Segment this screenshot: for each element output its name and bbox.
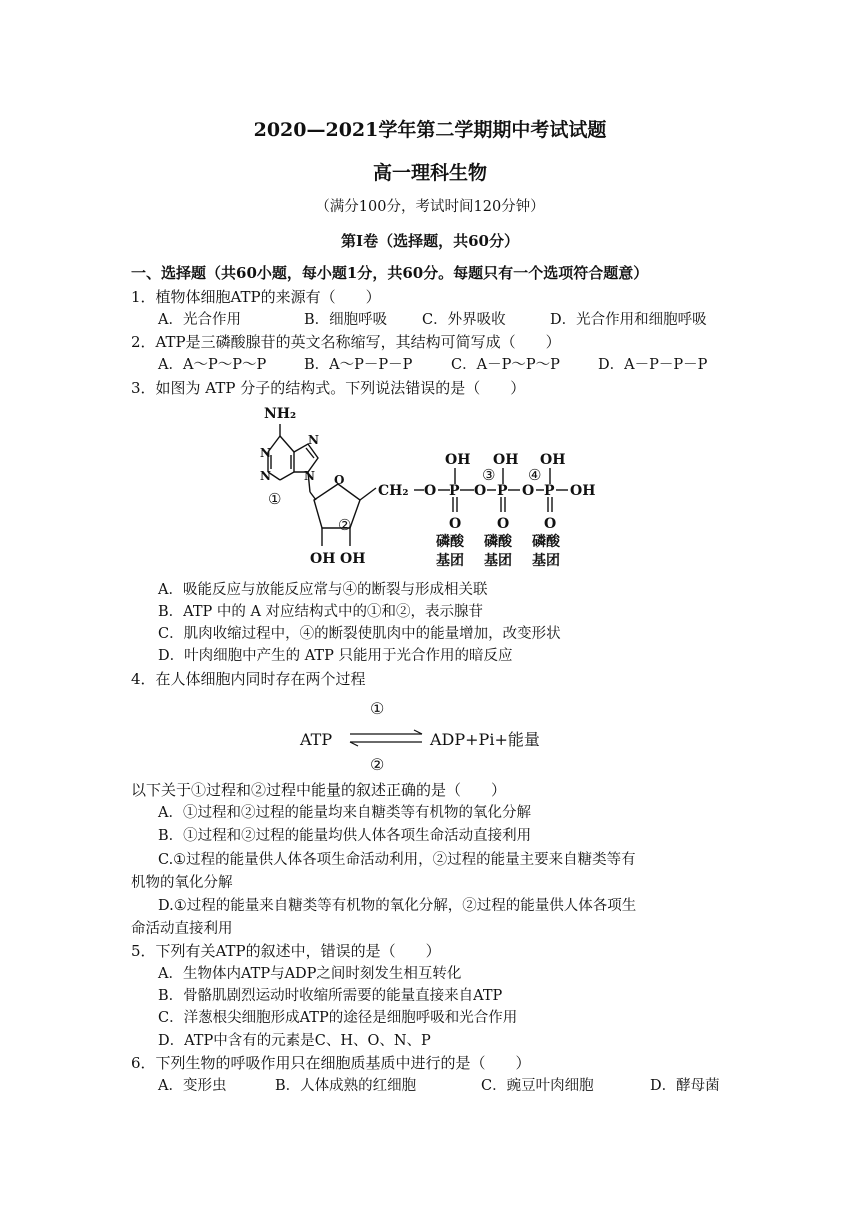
- question-5-option-a: A．生物体内ATP与ADP之间时刻发生相互转化: [158, 966, 462, 982]
- question-2-option-d: D．A－P－P－P: [598, 357, 708, 373]
- question-5-option-c: C．洋葱根尖细胞形成ATP的途径是细胞呼吸和光合作用: [158, 1010, 518, 1026]
- exam-title: 2020—2021学年第二学期期中考试试题: [253, 119, 607, 141]
- exam-subtitle: 高一理科生物: [372, 162, 487, 184]
- atp-oh-top-3: OH: [540, 452, 566, 468]
- question-5-option-b: B．骨骼肌剧烈运动时收缩所需要的能量直接来自ATP: [158, 988, 503, 1004]
- atp-p-3: P: [544, 483, 555, 499]
- atp-mark-4: ④: [528, 466, 542, 484]
- volume-heading: 第Ⅰ卷（选择题，共60分）: [341, 232, 519, 250]
- question-5-stem: 5．下列有关ATP的叙述中，错误的是（ ）: [131, 942, 441, 960]
- question-4-option-d: D.①过程的能量来自糖类等有机物的氧化分解，②过程的能量供人体各项生: [158, 898, 637, 914]
- exam-note: （满分100分，考试时间120分钟）: [315, 199, 545, 215]
- atp-n-label-3: N: [308, 433, 319, 447]
- question-4-stem: 4．在人体细胞内同时存在两个过程: [131, 670, 366, 688]
- question-3-stem: 3．如图为 ATP 分子的结构式。下列说法错误的是（ ）: [131, 379, 526, 397]
- question-4-option-d-cont: 命活动直接利用: [131, 921, 233, 937]
- atp-oh-end: OH: [570, 483, 596, 499]
- phosphate-group-label-1-top: 磷酸: [436, 534, 464, 550]
- phosphate-group-label-3-bottom: 基团: [532, 553, 560, 569]
- question-3-option-a: A．吸能反应与放能反应常与④的断裂与形成相关联: [158, 582, 488, 598]
- atp-o-bottom-2: O: [497, 516, 510, 532]
- question-1-option-b: B．细胞呼吸: [304, 312, 388, 328]
- question-2-option-c: C．A－P～P～P: [451, 357, 560, 373]
- question-6-stem: 6．下列生物的呼吸作用只在细胞质基质中进行的是（ ）: [131, 1054, 531, 1072]
- equation-left: ATP: [300, 730, 333, 749]
- question-1-option-d: D．光合作用和细胞呼吸: [550, 312, 707, 328]
- question-5-option-d: D．ATP中含有的元素是C、H、O、N、P: [158, 1033, 431, 1049]
- question-4-option-c-cont: 机物的氧化分解: [131, 875, 233, 891]
- equation-mark-upper: ①: [370, 699, 385, 718]
- question-1-option-a: A．光合作用: [158, 312, 241, 328]
- question-2-option-a: A．A～P～P～P: [158, 357, 267, 373]
- atp-oh-right: OH: [340, 551, 366, 567]
- atp-o-2: O: [474, 483, 487, 499]
- atp-nh2-label: NH₂: [264, 406, 297, 422]
- question-6-option-a: A．变形虫: [158, 1078, 227, 1094]
- atp-o-3: O: [522, 483, 535, 499]
- section-heading: 一、选择题（共60小题，每小题1分，共60分。每题只有一个选项符合题意）: [131, 264, 649, 282]
- atp-oh-top-2: OH: [493, 452, 519, 468]
- atp-mark-3: ③: [482, 466, 496, 484]
- atp-o-bottom-3: O: [544, 516, 557, 532]
- atp-n-label-4: N: [304, 469, 315, 483]
- question-1-stem: 1．植物体细胞ATP的来源有（ ）: [131, 288, 381, 306]
- atp-n-label-1: N: [260, 446, 271, 460]
- question-2-option-b: B．A～P－P－P: [304, 357, 413, 373]
- atp-o-1: O: [424, 483, 437, 499]
- atp-p-2: P: [497, 483, 508, 499]
- question-6-option-c: C．豌豆叶肉细胞: [481, 1078, 594, 1094]
- atp-p-1: P: [449, 483, 460, 499]
- atp-ring-o-label: O: [334, 473, 345, 487]
- question-1-option-c: C．外界吸收: [422, 312, 506, 328]
- question-3-option-c: C．肌肉收缩过程中，④的断裂使肌肉中的能量增加，改变形状: [158, 626, 561, 642]
- question-3-option-d: D．叶肉细胞中产生的 ATP 只能用于光合作用的暗反应: [158, 648, 513, 664]
- question-6-option-d: D．酵母菌: [650, 1078, 720, 1094]
- atp-n-label-2: N: [260, 469, 271, 483]
- phosphate-group-label-3-top: 磷酸: [532, 534, 560, 550]
- atp-mark-2: ②: [338, 516, 352, 534]
- phosphate-group-label-2-bottom: 基团: [484, 553, 512, 569]
- equation-right: ADP+Pi+能量: [430, 730, 540, 749]
- atp-mark-1: ①: [268, 490, 282, 508]
- atp-ch2-label: CH₂: [378, 483, 409, 499]
- question-3-option-b: B．ATP 中的 A 对应结构式中的①和②，表示腺苷: [158, 604, 484, 620]
- atp-structure-diagram: [238, 400, 618, 578]
- atp-adp-equation: [290, 696, 570, 774]
- question-4-option-c: C.①过程的能量供人体各项生命活动利用，②过程的能量主要来自糖类等有: [158, 852, 636, 868]
- equation-mark-lower: ②: [370, 755, 385, 774]
- question-6-option-b: B．人体成熟的红细胞: [275, 1078, 417, 1094]
- question-4-option-b: B．①过程和②过程的能量均供人体各项生命活动直接利用: [158, 828, 532, 844]
- question-4-stem-2: 以下关于①过程和②过程中能量的叙述正确的是（ ）: [131, 781, 507, 799]
- atp-oh-top-1: OH: [445, 452, 471, 468]
- phosphate-group-label-1-bottom: 基团: [436, 553, 464, 569]
- atp-o-bottom-1: O: [449, 516, 462, 532]
- atp-oh-left: OH: [310, 551, 336, 567]
- phosphate-group-label-2-top: 磷酸: [484, 534, 512, 550]
- question-2-stem: 2．ATP是三磷酸腺苷的英文名称缩写，其结构可简写成（ ）: [131, 333, 561, 351]
- question-4-option-a: A．①过程和②过程的能量均来自糖类等有机物的氧化分解: [158, 805, 531, 821]
